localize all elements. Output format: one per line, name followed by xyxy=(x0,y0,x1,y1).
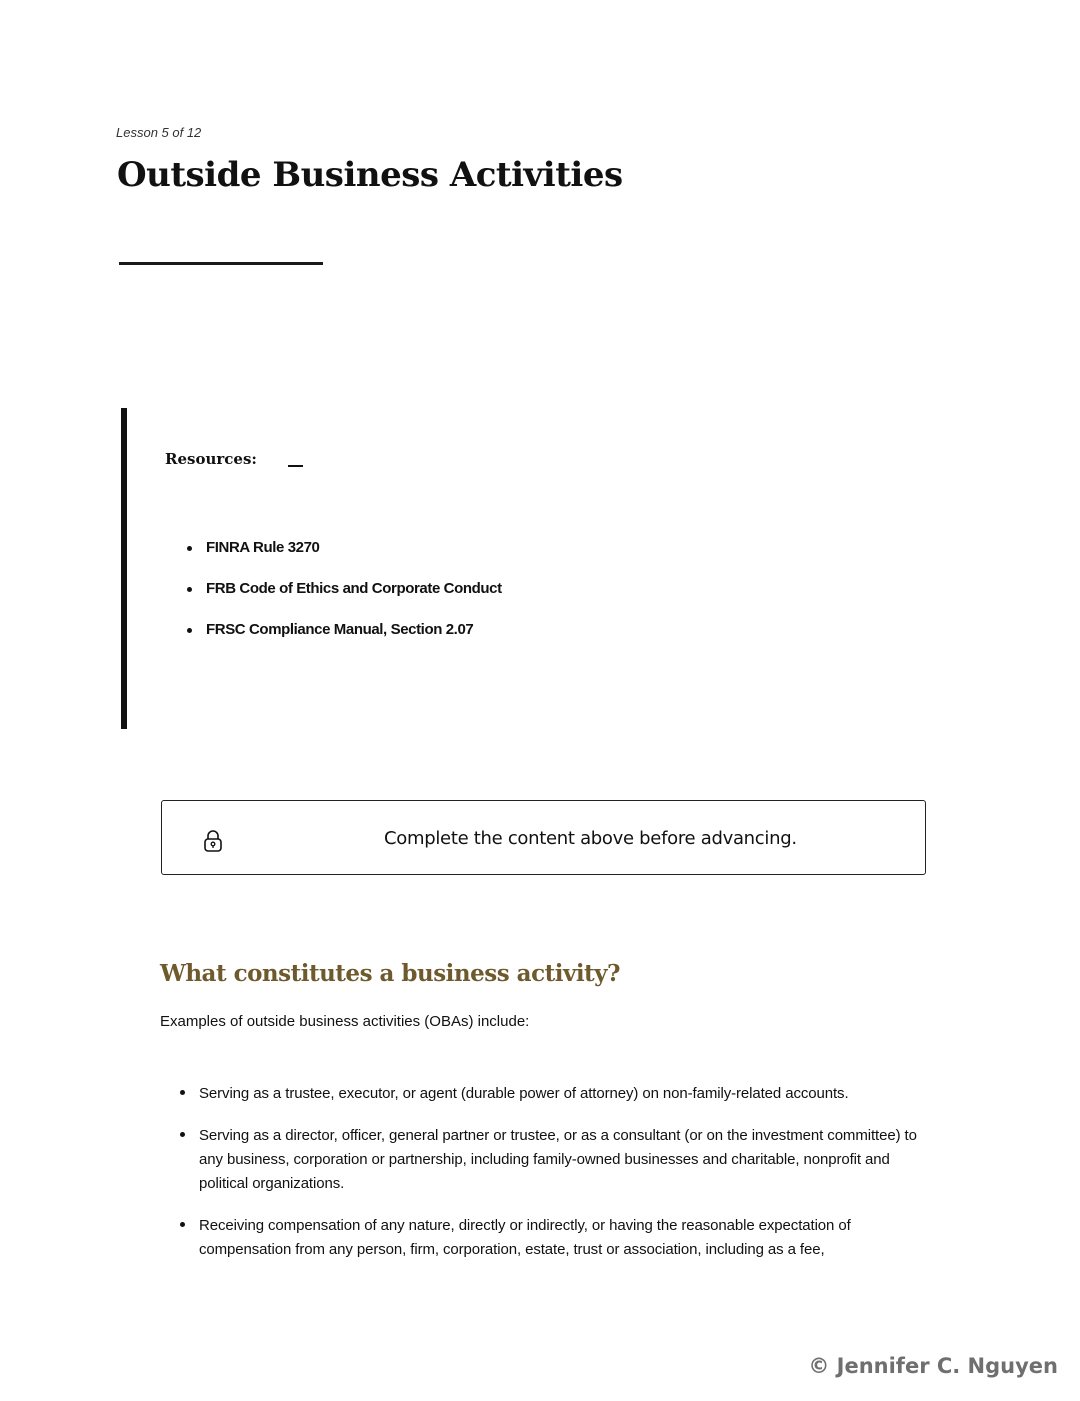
resource-item-finra[interactable]: FINRA Rule 3270 xyxy=(185,538,502,579)
list-item: Receiving compensation of any nature, directly or indirectly, or having the reasonable expectation of compensation from any person, firm, corporation, estate, trust or association, including as a fee, xyxy=(178,1214,918,1262)
resources-dash xyxy=(288,465,303,467)
resources-accent-bar xyxy=(121,408,127,729)
lock-icon xyxy=(203,829,223,853)
oba-examples-list xyxy=(178,1082,918,1280)
copyright-watermark: © Jennifer C. Nguyen xyxy=(808,1354,1058,1378)
section-intro: Examples of outside business activities (OBAs) include: xyxy=(160,1013,530,1030)
resources-list xyxy=(185,538,502,661)
resource-item-frsc[interactable]: FRSC Compliance Manual, Section 2.07 xyxy=(185,620,502,661)
list-item: Serving as a director, officer, general partner or trustee, or as a consultant (or on the investment committee) to any business, corporation or partnership, including family-owned businesses and charitable, nonprofit and political organizations. xyxy=(178,1124,918,1196)
lesson-title: Outside Business Activities xyxy=(117,155,623,195)
lock-notice xyxy=(161,800,926,875)
resource-item-frb[interactable]: FRB Code of Ethics and Corporate Conduct xyxy=(185,579,502,620)
lock-message: Complete the content above before advancing. xyxy=(384,828,797,849)
resources-block xyxy=(121,408,821,729)
lesson-counter: Lesson 5 of 12 xyxy=(116,125,202,140)
title-divider xyxy=(119,262,323,265)
list-item: Serving as a trustee, executor, or agent (durable power of attorney) on non-family-related accounts. xyxy=(178,1082,918,1106)
resources-heading: Resources: xyxy=(165,450,257,468)
section-heading: What constitutes a business activity? xyxy=(160,960,621,987)
